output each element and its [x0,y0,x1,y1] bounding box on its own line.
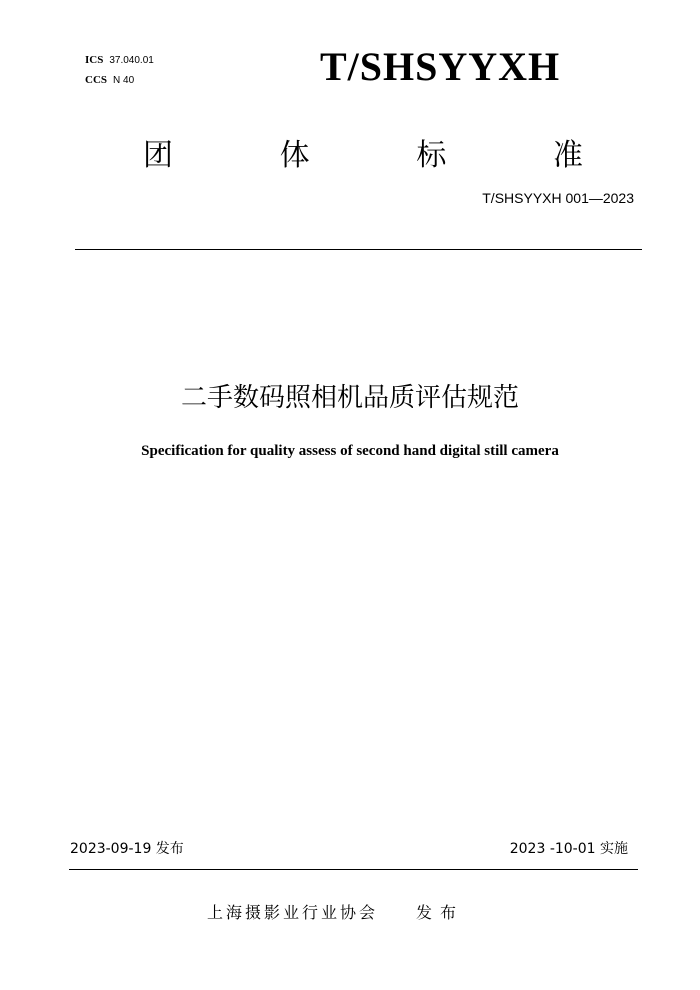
publisher-line [207,901,464,925]
category-char-3: 标 [416,138,447,173]
standard-code: T/SHSYYXH 001—2023 [482,190,634,206]
category-char-4: 准 [552,138,583,173]
publish-label: 发布 [416,903,465,922]
implementation-date: 2023 -10-01 实施 [509,841,628,857]
header-divider [75,249,642,250]
issue-date: 2023-09-19 发布 [70,841,184,857]
ics-classification [85,48,154,67]
document-title-zh: 二手数码照相机品质评估规范 [180,383,519,413]
standard-logo: T/SHSYYXH [320,44,561,89]
ics-label: ICS [85,54,104,66]
ics-value: 37.040.01 [109,55,154,66]
footer-divider [69,869,638,870]
publisher-name: 上海摄影业行业协会 [207,903,379,922]
ccs-classification [85,68,134,87]
category-char-2: 体 [279,138,310,173]
ccs-label: CCS [85,74,108,86]
document-title-en: Specification for quality assess of second hand digital still camera [141,443,559,459]
category-char-1: 团 [143,138,173,173]
category-heading [143,136,583,176]
ccs-value: N 40 [113,75,135,86]
